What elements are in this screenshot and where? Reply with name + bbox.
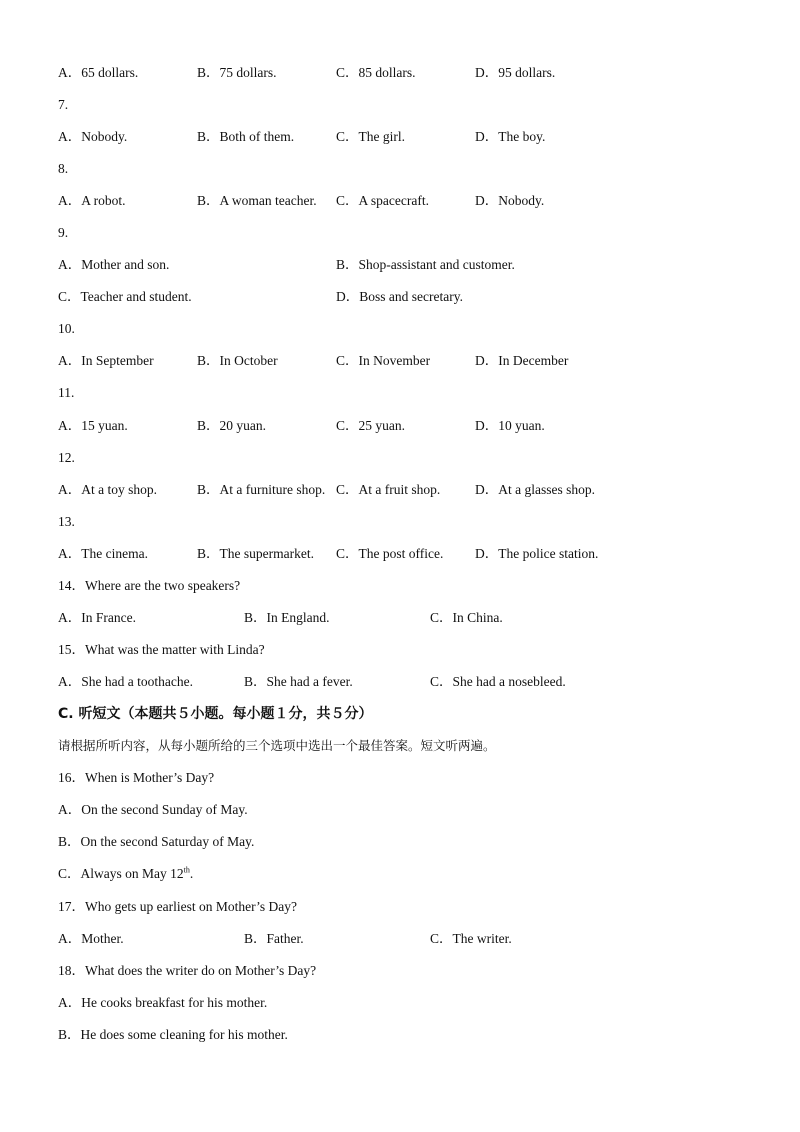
q11-option-d: D．10 yuan. (475, 418, 545, 433)
q7-option-b: B．Both of them. (197, 129, 295, 144)
q14-option-b: B．In England. (244, 610, 330, 625)
q16-option-c-text: C．Always on May 12 (58, 866, 184, 881)
q16-option-c-suffix: . (189, 866, 194, 881)
q6-option-b: B．75 dollars. (197, 65, 277, 80)
q14-option-a: A．In France. (58, 610, 136, 625)
q9-option-d: D．Boss and secretary. (336, 289, 463, 304)
q11-number: 11. (58, 385, 75, 400)
q16-option-c (58, 864, 193, 884)
q13-option-d: D．The police station. (475, 546, 599, 561)
q7-number: 7. (58, 97, 69, 112)
q13-number: 13. (58, 514, 75, 529)
q16-option-b: B．On the second Saturday of May. (58, 834, 255, 849)
q13-option-a: A．The cinema. (58, 546, 148, 561)
q7-option-d: D．The boy. (475, 129, 546, 144)
q9-option-c: C．Teacher and student. (58, 289, 192, 304)
q8-option-c: C．A spacecraft. (336, 193, 429, 208)
q11-option-b: B．20 yuan. (197, 418, 266, 433)
q16-question: 16．When is Mother’s Day? (58, 770, 215, 785)
q10-option-d: D．In December (475, 353, 569, 368)
q14-question: 14．Where are the two speakers? (58, 578, 241, 593)
q15-question: 15．What was the matter with Linda? (58, 642, 265, 657)
q12-option-b: B．At a furniture shop. (197, 482, 326, 497)
q15-option-a: A．She had a toothache. (58, 674, 193, 689)
q16-option-c-superscript: th (183, 865, 190, 875)
q15-option-b: B．She had a fever. (244, 674, 353, 689)
q12-option-c: C．At a fruit shop. (336, 482, 441, 497)
q18-option-a: A．He cooks breakfast for his mother. (58, 995, 268, 1010)
q7-option-c: C．The girl. (336, 129, 405, 144)
q10-option-a: A．In September (58, 353, 154, 368)
q11-option-c: C．25 yuan. (336, 418, 405, 433)
q8-option-b: B．A woman teacher. (197, 193, 317, 208)
section-c-instruction: 请根据所听内容，从每小题所给的三个选项中选出一个最佳答案。短文听两遍。 (58, 738, 496, 753)
section-c-title: C. 听短文（本题共５小题。每小题１分，共５分） (58, 706, 373, 722)
q10-option-b: B．In October (197, 353, 278, 368)
q7-option-a: A．Nobody. (58, 129, 128, 144)
q17-option-c: C．The writer. (430, 931, 512, 946)
q14-option-c: C．In China. (430, 610, 503, 625)
q10-number: 10. (58, 321, 75, 336)
q12-number: 12. (58, 450, 75, 465)
q8-option-d: D．Nobody. (475, 193, 545, 208)
q8-number: 8. (58, 161, 69, 176)
q6-option-d: D．95 dollars. (475, 65, 556, 80)
q6-option-c: C．85 dollars. (336, 65, 416, 80)
q8-option-a: A．A robot. (58, 193, 126, 208)
q17-question: 17．Who gets up earliest on Mother’s Day? (58, 899, 297, 914)
q9-option-b: B．Shop-assistant and customer. (336, 257, 515, 272)
q10-option-c: C．In November (336, 353, 431, 368)
q18-question: 18．What does the writer do on Mother’s Day? (58, 963, 317, 978)
q9-option-a: A．Mother and son. (58, 257, 170, 272)
q16-option-a: A．On the second Sunday of May. (58, 802, 248, 817)
q11-option-a: A．15 yuan. (58, 418, 128, 433)
q18-option-b: B．He does some cleaning for his mother. (58, 1027, 288, 1042)
q13-option-c: C．The post office. (336, 546, 444, 561)
q17-option-a: A．Mother. (58, 931, 124, 946)
q12-option-a: A．At a toy shop. (58, 482, 157, 497)
q17-option-b: B．Father. (244, 931, 304, 946)
q13-option-b: B．The supermarket. (197, 546, 314, 561)
q9-number: 9. (58, 225, 69, 240)
q6-option-a: A．65 dollars. (58, 65, 139, 80)
q15-option-c: C．She had a nosebleed. (430, 674, 566, 689)
q12-option-d: D．At a glasses shop. (475, 482, 595, 497)
